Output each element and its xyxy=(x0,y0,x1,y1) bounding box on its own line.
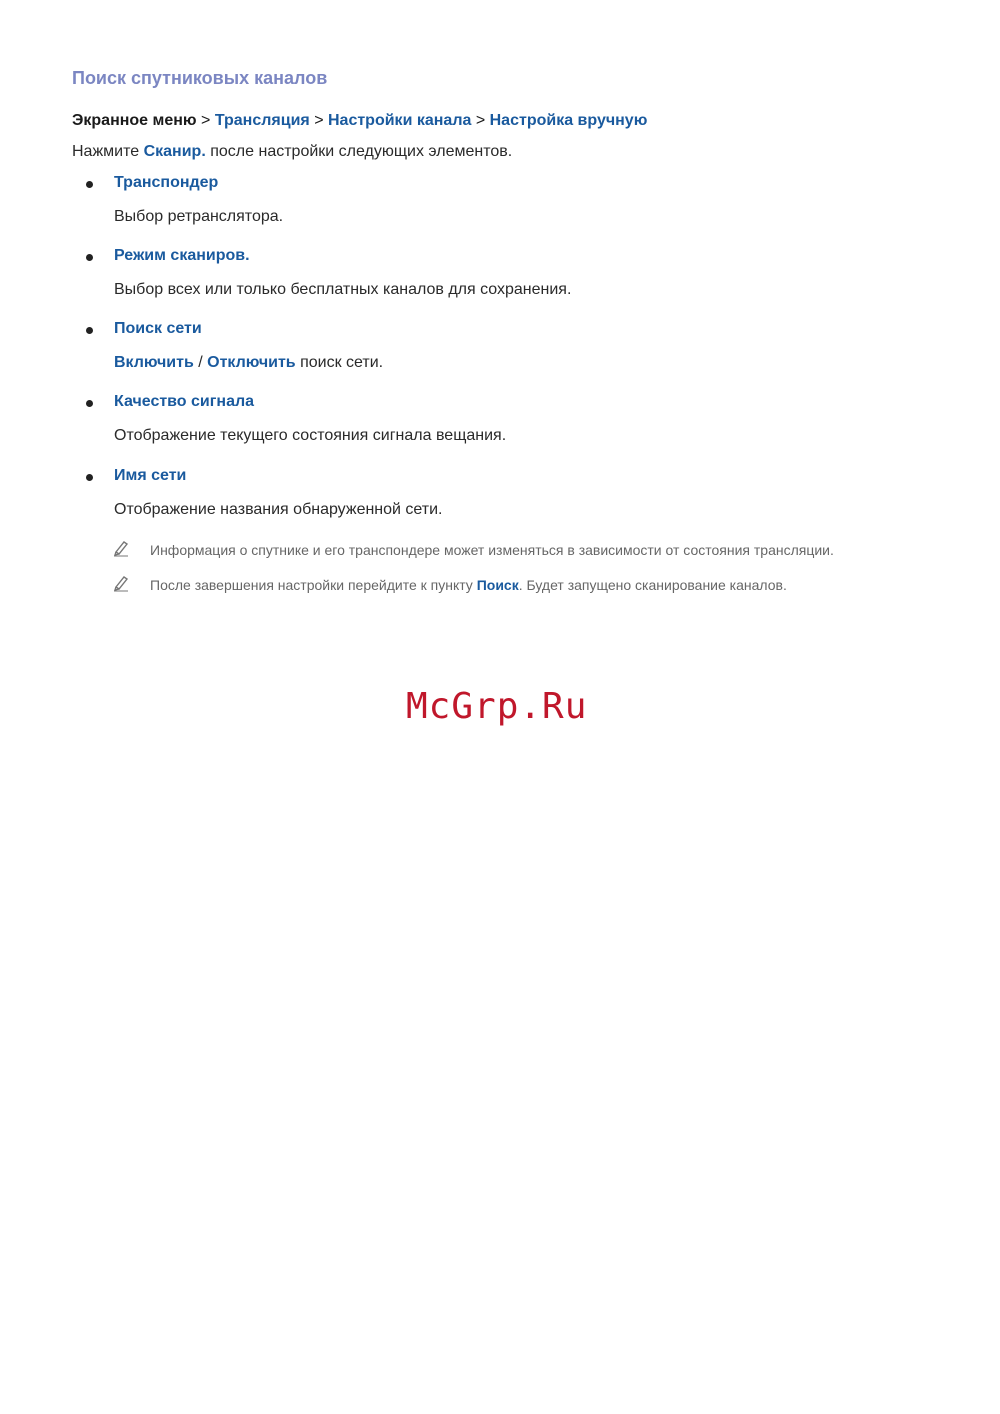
note-text: Информация о спутнике и его транспондере может изменяться в зависимости от состояния трансляции. xyxy=(150,542,834,558)
list-item-label: Транспондер xyxy=(86,174,946,192)
disable-link[interactable]: Отключить xyxy=(207,354,296,371)
list-item-desc xyxy=(86,354,946,372)
menu-path-root: Экранное меню xyxy=(72,112,197,129)
note-before: После завершения настройки перейдите к пункту xyxy=(150,577,473,593)
list-item-signal-quality xyxy=(86,393,946,445)
section-title: Поиск спутниковых каналов xyxy=(72,68,328,88)
intro-before: Нажмите xyxy=(72,143,140,160)
menu-path xyxy=(72,112,647,130)
menu-path-manual-tuning[interactable]: Настройка вручную xyxy=(489,112,648,129)
list-item-scan-mode xyxy=(86,247,946,299)
pencil-note-icon xyxy=(112,574,130,592)
watermark: McGrp.Ru xyxy=(406,686,588,727)
list-item-transponder xyxy=(86,174,946,226)
menu-path-channel-settings[interactable]: Настройки канала xyxy=(327,112,472,129)
pencil-note-icon xyxy=(112,539,130,557)
list-item-desc: Отображение текущего состояния сигнала вещания. xyxy=(114,427,507,444)
intro-after: после настройки следующих элементов. xyxy=(210,143,513,160)
menu-path-broadcast[interactable]: Трансляция xyxy=(214,112,310,129)
list-item-desc: Выбор всех или только бесплатных каналов для сохранения. xyxy=(114,281,572,298)
note-text xyxy=(150,577,787,593)
scan-link[interactable]: Сканир. xyxy=(143,143,206,160)
list-item-network-search xyxy=(86,320,946,372)
list-item-desc: Выбор ретранслятора. xyxy=(114,208,284,225)
search-link[interactable]: Поиск xyxy=(476,577,519,593)
slash-separator: / xyxy=(198,354,203,371)
enable-link[interactable]: Включить xyxy=(114,354,194,371)
list-item-network-name xyxy=(86,467,946,519)
list-item-label: Режим сканиров. xyxy=(86,247,946,265)
list-item-label: Поиск сети xyxy=(86,320,946,338)
list-item-label: Качество сигнала xyxy=(86,393,946,411)
path-separator: > xyxy=(201,112,211,129)
note-after: . Будет запущено сканирование каналов. xyxy=(518,577,787,593)
intro-text xyxy=(72,143,512,161)
list-item-label: Имя сети xyxy=(86,467,946,485)
path-separator: > xyxy=(314,112,324,129)
path-separator: > xyxy=(475,112,486,129)
desc-text: поиск сети. xyxy=(300,354,384,371)
list-item-desc: Отображение названия обнаруженной сети. xyxy=(114,501,443,518)
